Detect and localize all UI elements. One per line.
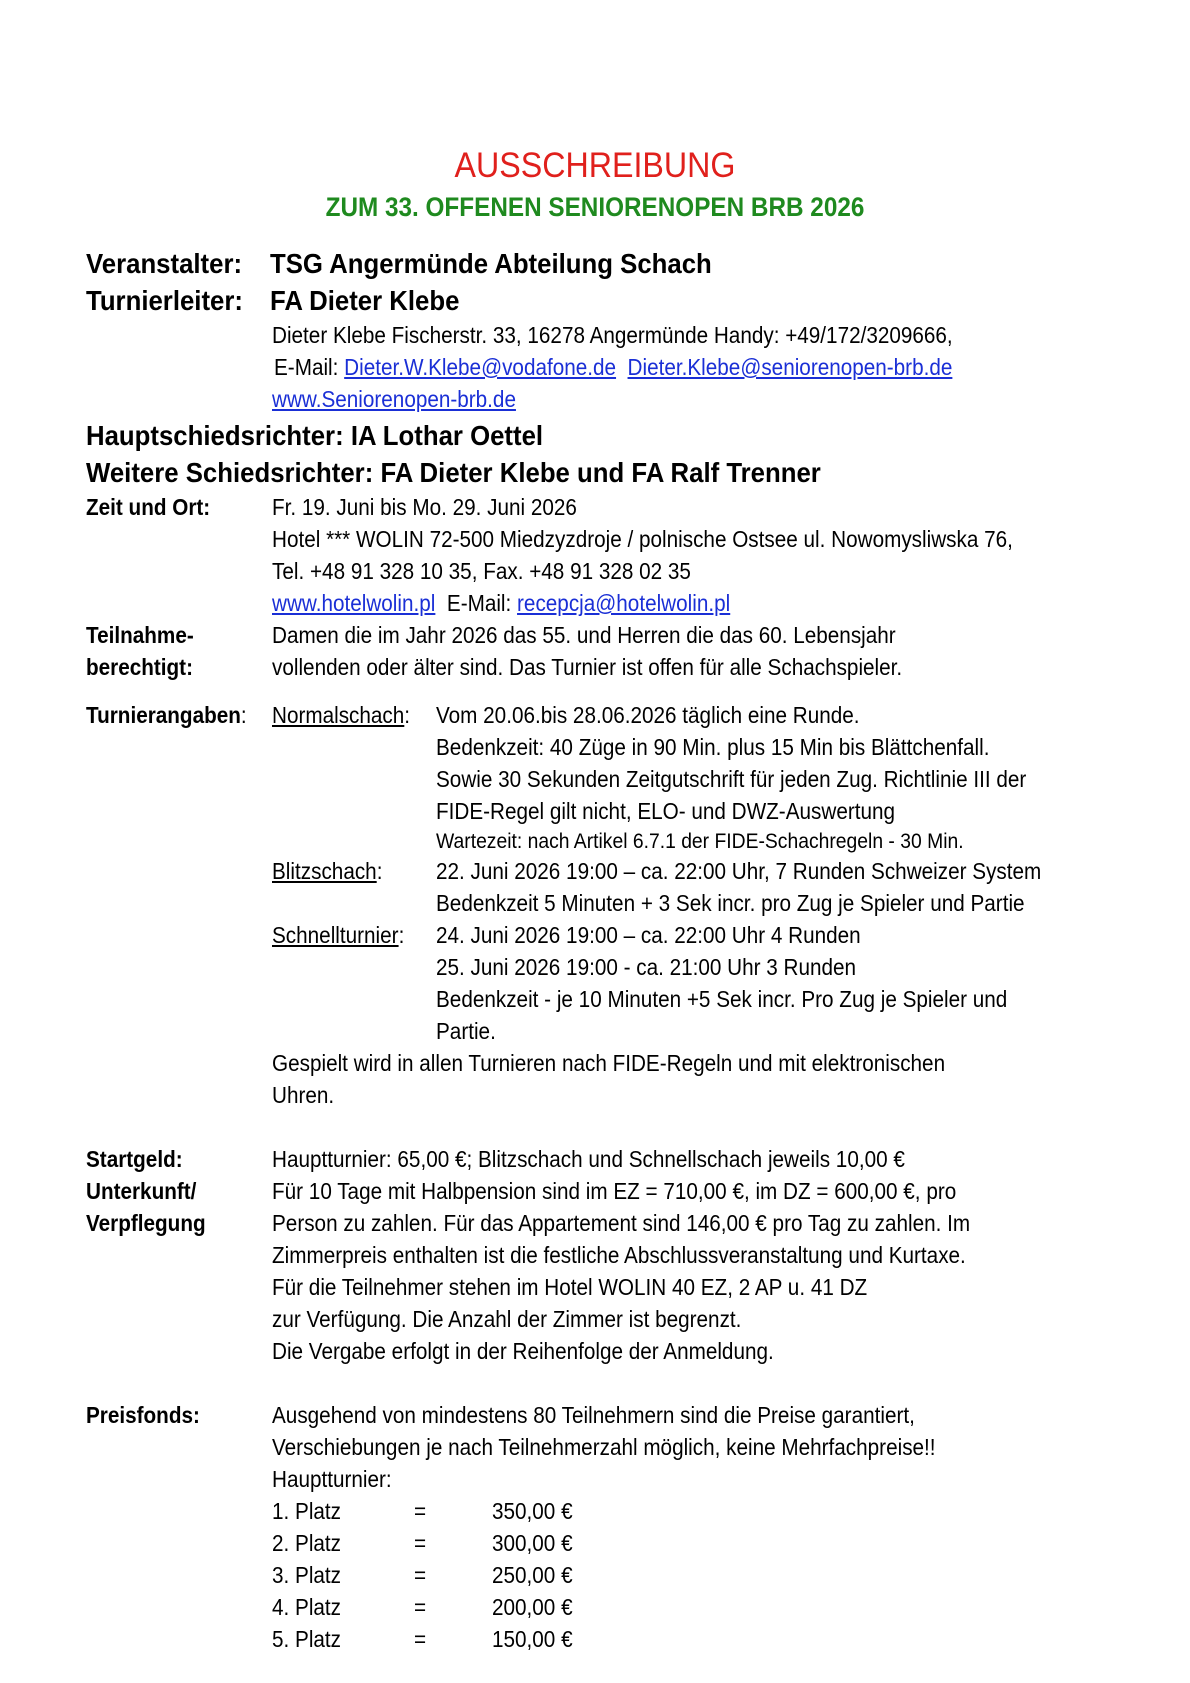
waiting-time: Wartezeit: nach Artikel 6.7.1 der FIDE-Schachregeln - 30 Min. [436, 830, 964, 853]
eligibility-text-2: vollenden oder älter sind. Das Turnier ist offen für alle Schachspieler. [272, 654, 903, 680]
hotel-address: Hotel *** WOLIN 72-500 Miedzyzdroje / polnische Ostsee ul. Nowomysliwska 76, [272, 526, 1013, 552]
eligibility-label-1: Teilnahme- [86, 622, 194, 648]
email-label: E-Mail: [274, 354, 339, 380]
prize-row-3-amount: 250,00 € [492, 1562, 573, 1588]
accommodation-line-6: Die Vergabe erfolgt in der Reihenfolge der Anmeldung. [272, 1338, 774, 1364]
classic-label: Normalschach: [272, 702, 411, 728]
prizes-label: Preisfonds: [86, 1402, 200, 1428]
rapid-line-3: Bedenkzeit - je 10 Minuten +5 Sek incr. Pro Zug je Spieler und [436, 986, 1008, 1012]
hotel-phone: Tel. +48 91 328 10 35, Fax. +48 91 328 02 35 [272, 558, 691, 584]
blitz-line-2: Bedenkzeit 5 Minuten + 3 Sek incr. pro Zug je Spieler und Partie [436, 890, 1025, 916]
prize-row-1-amount: 350,00 € [492, 1498, 573, 1524]
classic-line-4: FIDE-Regel gilt nicht, ELO- und DWZ-Auswertung [436, 798, 896, 824]
prizes-line-2: Verschiebungen je nach Teilnehmerzahl möglich, keine Mehrfachpreise!! [272, 1434, 936, 1460]
rules-line-2: Uhren. [272, 1082, 335, 1108]
prize-row-1-place: 1. Platz [272, 1498, 342, 1524]
event-dates: Fr. 19. Juni bis Mo. 29. Juni 2026 [272, 494, 577, 520]
hotel-email-label: E-Mail: [446, 590, 512, 616]
rapid-line-2: 25. Juni 2026 19:00 - ca. 21:00 Uhr 3 Runden [436, 954, 857, 980]
hotel-website-link[interactable]: www.hotelwolin.pl [272, 590, 436, 616]
accommodation-label-2: Verpflegung [86, 1210, 206, 1236]
time-place-label: Zeit und Ort: [86, 494, 211, 520]
document-subtitle: ZUM 33. OFFENEN SENIORENOPEN BRB 2026 [325, 192, 865, 222]
director-value: FA Dieter Klebe [270, 285, 460, 316]
rapid-label: Schnellturnier: [272, 922, 405, 948]
prize-row-5-place: 5. Platz [272, 1626, 342, 1652]
accommodation-line-3: Zimmerpreis enthalten ist die festliche Abschlussveranstaltung und Kurtaxe. [272, 1242, 966, 1268]
prizes-line-1: Ausgehend von mindestens 80 Teilnehmern sind die Preise garantiert, [272, 1402, 915, 1428]
fees-value: Hauptturnier: 65,00 €; Blitzschach und Schnellschach jeweils 10,00 € [272, 1146, 905, 1172]
organizer-value: TSG Angermünde Abteilung Schach [270, 248, 712, 279]
accommodation-line-2: Person zu zahlen. Für das Appartement sind 146,00 € pro Tag zu zahlen. Im [272, 1210, 971, 1236]
accommodation-line-1: Für 10 Tage mit Halbpension sind im EZ = 710,00 €, im DZ = 600,00 €, pro [272, 1178, 957, 1204]
accommodation-line-5: zur Verfügung. Die Anzahl der Zimmer ist begrenzt. [272, 1306, 742, 1332]
director-label: Turnierleiter: [86, 285, 243, 316]
accommodation-label-1: Unterkunft/ [86, 1178, 197, 1204]
tournament-label: Turnierangaben: [86, 702, 247, 728]
blitz-label: Blitzschach: [272, 858, 383, 884]
prize-row-1-eq: = [414, 1498, 427, 1524]
director-email-link-1[interactable]: Dieter.W.Klebe@vodafone.de [344, 354, 617, 380]
prize-row-3-place: 3. Platz [272, 1562, 342, 1588]
rapid-line-4: Partie. [436, 1018, 496, 1044]
accommodation-line-4: Für die Teilnehmer stehen im Hotel WOLIN 40 EZ, 2 AP u. 41 DZ [272, 1274, 868, 1300]
document-title: AUSSCHREIBUNG [454, 146, 736, 185]
prize-row-4-amount: 200,00 € [492, 1594, 573, 1620]
prize-row-3-eq: = [414, 1562, 427, 1588]
director-email-line [274, 354, 952, 381]
prize-row-4-place: 4. Platz [272, 1594, 342, 1620]
classic-line-3: Sowie 30 Sekunden Zeitgutschrift für jeden Zug. Richtlinie III der [436, 766, 1027, 792]
hotel-email-link[interactable]: recepcja@hotelwolin.pl [517, 590, 731, 616]
prize-row-4-eq: = [414, 1594, 427, 1620]
organizer-label: Veranstalter: [86, 248, 243, 279]
director-email-link-2[interactable]: Dieter.Klebe@seniorenopen-brb.de [627, 354, 953, 380]
prize-row-2-place: 2. Platz [272, 1530, 342, 1556]
director-website-link[interactable]: www.Seniorenopen-brb.de [272, 386, 516, 412]
director-address: Dieter Klebe Fischerstr. 33, 16278 Angermünde Handy: +49/172/3209666, [272, 322, 953, 348]
classic-line-2: Bedenkzeit: 40 Züge in 90 Min. plus 15 Min bis Blättchenfall. [436, 734, 990, 760]
other-arbiters: Weitere Schiedsrichter: FA Dieter Klebe und FA Ralf Trenner [86, 457, 821, 488]
chief-arbiter: Hauptschiedsrichter: IA Lothar Oettel [86, 420, 544, 451]
hotel-contact-line [272, 590, 730, 617]
blitz-line-1: 22. Juni 2026 19:00 – ca. 22:00 Uhr, 7 Runden Schweizer System [436, 858, 1042, 884]
prize-row-5-amount: 150,00 € [492, 1626, 573, 1652]
classic-line-1: Vom 20.06.bis 28.06.2026 täglich eine Runde. [436, 702, 860, 728]
prize-row-2-eq: = [414, 1530, 427, 1556]
prize-row-5-eq: = [414, 1626, 427, 1652]
prize-row-2-amount: 300,00 € [492, 1530, 573, 1556]
prizes-line-3: Hauptturnier: [272, 1466, 392, 1492]
eligibility-text-1: Damen die im Jahr 2026 das 55. und Herren die das 60. Lebensjahr [272, 622, 896, 648]
rules-line-1: Gespielt wird in allen Turnieren nach FIDE-Regeln und mit elektronischen [272, 1050, 946, 1076]
fees-label: Startgeld: [86, 1146, 183, 1172]
rapid-line-1: 24. Juni 2026 19:00 – ca. 22:00 Uhr 4 Runden [436, 922, 861, 948]
eligibility-label-2: berechtigt: [86, 654, 193, 680]
